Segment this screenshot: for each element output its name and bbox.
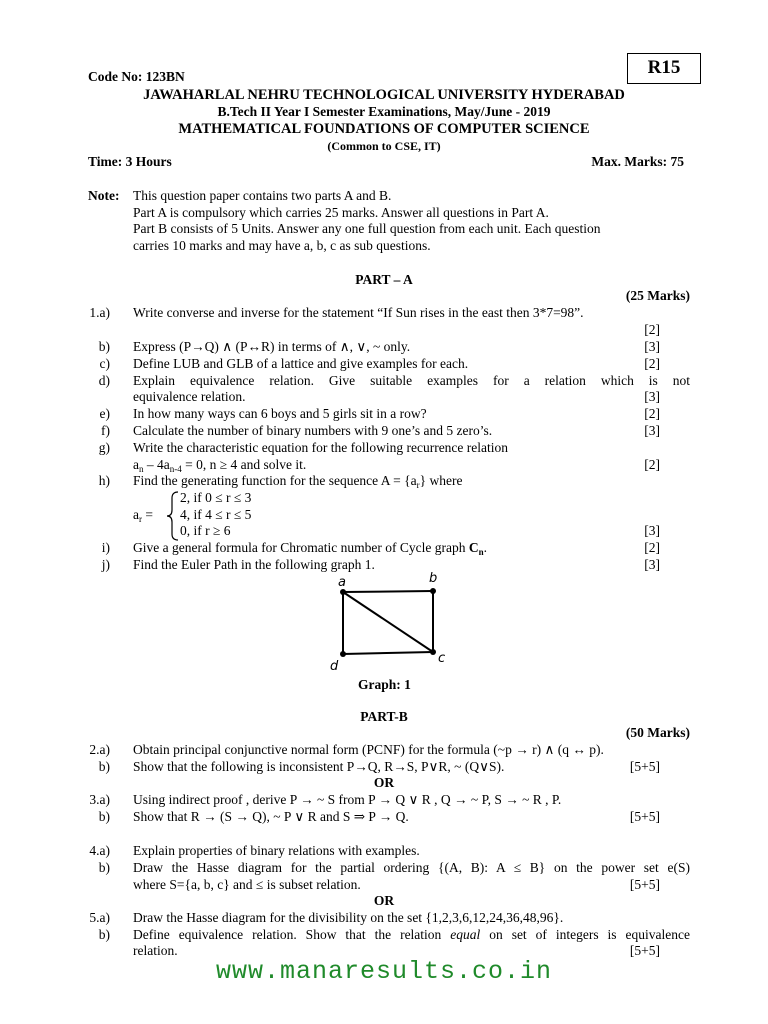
question-marks: [3] — [644, 423, 660, 438]
question-text: Show that the following is inconsistent P→Q, R→S, P∨R, ~ (Q∨S). — [133, 759, 505, 774]
question-text: equivalence relation. — [133, 389, 246, 404]
part-a-marks: (25 Marks) — [625, 288, 690, 303]
question-label: b) — [98, 860, 110, 875]
graph-caption: Graph: 1 — [358, 677, 411, 692]
note-line: Part A is compulsory which carries 25 marks. Answer all questions in Part A. — [133, 205, 549, 220]
max-marks: Max. Marks: 75 — [591, 154, 684, 169]
question-label: f) — [101, 423, 110, 438]
question-label: b) — [98, 339, 110, 354]
question-label: b) — [98, 759, 110, 774]
question-marks: [2] — [644, 540, 660, 555]
graph-edge-ab — [343, 591, 433, 592]
question-marks: [5+5] — [629, 943, 660, 958]
euler-graph — [322, 570, 462, 675]
question-text: Show that R → (S → Q), ~ P ∨ R and S ⇒ P → Q. — [133, 809, 409, 824]
question-label: 3.a) — [89, 792, 110, 807]
note-label: Note: — [88, 188, 120, 203]
question-marks: [2] — [644, 356, 660, 371]
question-label: i) — [101, 540, 110, 555]
or-separator: OR — [373, 775, 395, 790]
exam-title: B.Tech II Year I Semester Examinations, May/June - 2019 — [217, 104, 551, 119]
question-text: Calculate the number of binary numbers with 9 one’s and 5 zero’s. — [133, 423, 493, 438]
question-text: Draw the Hasse diagram for the partial ordering {(A, B): A ≤ B} on the power set e(S) — [133, 860, 690, 875]
question-marks: [3] — [644, 523, 660, 538]
part-b-title: PART-B — [360, 709, 408, 724]
graph-label-c: c — [438, 651, 446, 666]
question-text: Draw the Hasse diagram for the divisibility on the set {1,2,3,6,12,24,36,48,96}. — [133, 910, 564, 925]
question-marks: [3] — [644, 339, 660, 354]
graph-vertex-b — [430, 588, 436, 594]
question-marks: [5+5] — [629, 877, 660, 892]
question-label: b) — [98, 809, 110, 824]
question-marks: [3] — [644, 389, 660, 404]
note-line: This question paper contains two parts A and B. — [133, 188, 392, 203]
question-label: 1.a) — [89, 305, 110, 320]
graph-label-d: d — [330, 659, 339, 674]
question-text: Write the characteristic equation for the following recurrence relation — [133, 440, 509, 455]
graph-edge-ac — [343, 592, 433, 652]
question-label: d) — [98, 373, 110, 388]
question-text: Define LUB and GLB of a lattice and give examples for each. — [133, 356, 469, 371]
question-label: c) — [99, 356, 110, 371]
regulation-box: R15 — [627, 53, 701, 84]
graph-vertex-d — [340, 651, 346, 657]
question-text: Using indirect proof , derive P → ~ S from P → Q ∨ R , Q → ~ P, S → ~ R , P. — [133, 792, 562, 807]
question-label: 4.a) — [89, 843, 110, 858]
university-name: JAWAHARLAL NEHRU TECHNOLOGICAL UNIVERSITY HYDERABAD — [143, 87, 625, 103]
time-allowed: Time: 3 Hours — [88, 154, 172, 169]
note-line: carries 10 marks and may have a, b, c as sub questions. — [133, 238, 431, 253]
code-number: Code No: 123BN — [88, 69, 185, 84]
graph-label-b: b — [429, 571, 438, 586]
question-marks: [2] — [644, 322, 660, 337]
subject-title: MATHEMATICAL FOUNDATIONS OF COMPUTER SCIENCE — [178, 121, 590, 137]
question-label: 5.a) — [89, 910, 110, 925]
question-marks: [2] — [644, 457, 660, 472]
question-label: 2.a) — [89, 742, 110, 757]
question-label: h) — [98, 473, 110, 488]
piecewise-case: 0, if r ≥ 6 — [180, 523, 231, 538]
question-text: Obtain principal conjunctive normal form (PCNF) for the formula (~p → r) ∧ (q ↔ p). — [133, 742, 604, 757]
part-b-marks: (50 Marks) — [625, 725, 690, 740]
graph-edge-cd — [343, 652, 433, 654]
common-branches: (Common to CSE, IT) — [327, 139, 441, 153]
part-a-title: PART – A — [355, 272, 413, 287]
question-text: Find the Euler Path in the following graph 1. — [133, 557, 375, 572]
piecewise-lhs: $a_r$ = — [133, 507, 153, 524]
question-label: e) — [99, 406, 110, 421]
question-text: where S={a, b, c} and ≤ is subset relation. — [133, 877, 361, 892]
watermark-link[interactable]: www.manaresults.co.in — [215, 957, 553, 986]
curly-brace — [166, 490, 180, 542]
question-text: Define equivalence relation. Show that the relation equal on set of integers is equivalence — [133, 927, 690, 942]
question-marks: [5+5] — [629, 759, 660, 774]
question-text: relation. — [133, 943, 178, 958]
question-marks: [3] — [644, 557, 660, 572]
question-marks: [2] — [644, 406, 660, 421]
question-marks: [5+5] — [629, 809, 660, 824]
recurrence-relation: $a_n - 4a_{n-4} = 0$, n ≥ 4 and solve it. — [133, 457, 307, 474]
question-text: In how many ways can 6 boys and 5 girls sit in a row? — [133, 406, 427, 421]
graph-vertex-c — [430, 649, 436, 655]
graph-label-a: a — [338, 575, 346, 590]
question-label: g) — [98, 440, 110, 455]
question-text: Explain properties of binary relations with examples. — [133, 843, 420, 858]
question-text: Explain equivalence relation. Give suitable examples for a relation which is not — [133, 373, 690, 388]
question-text: Find the generating function for the sequence $A = \{a_r\}$ where — [133, 473, 463, 490]
question-label: j) — [101, 557, 110, 572]
question-text: Give a general formula for Chromatic number of Cycle graph $C_n$. — [133, 540, 488, 557]
piecewise-case: 4, if 4 ≤ r ≤ 5 — [180, 507, 252, 522]
note-line: Part B consists of 5 Units. Answer any one full question from each unit. Each question — [133, 221, 601, 236]
question-text: Write converse and inverse for the statement “If Sun rises in the east then 3*7=98”. — [133, 305, 584, 320]
question-label: b) — [98, 927, 110, 942]
piecewise-case: 2, if 0 ≤ r ≤ 3 — [180, 490, 252, 505]
or-separator: OR — [373, 893, 395, 908]
question-text: Express (P→Q) ∧ (P↔R) in terms of ∧, ∨, ~ only. — [133, 339, 411, 354]
